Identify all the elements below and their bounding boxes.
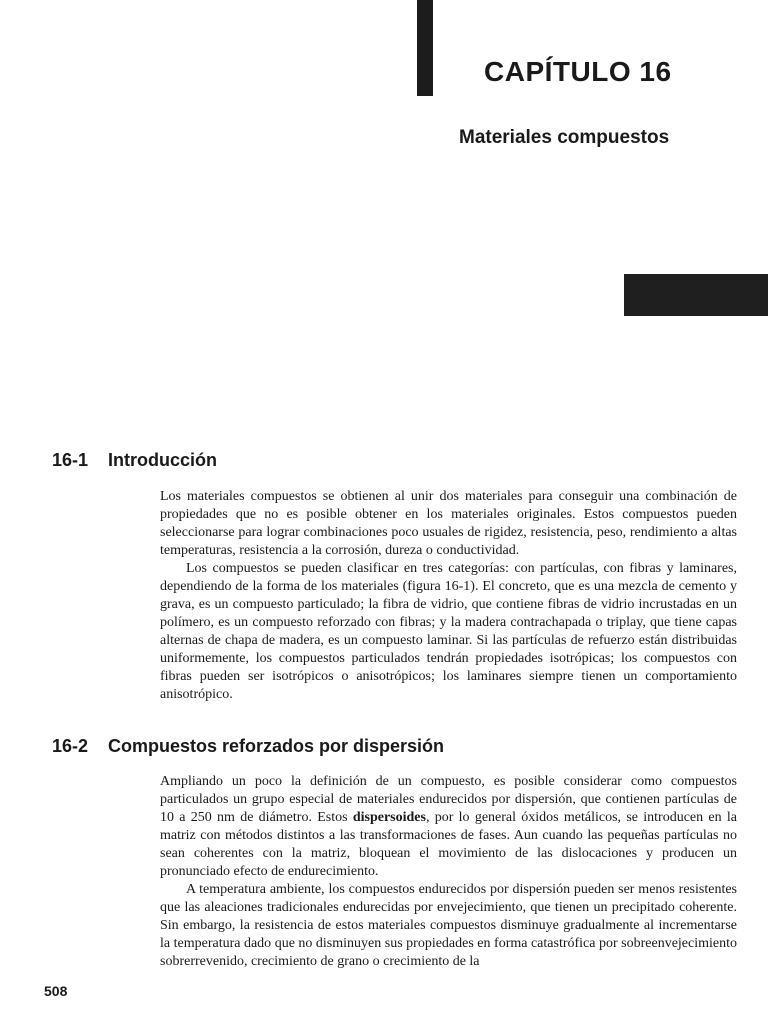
page-number: 508 bbox=[44, 983, 68, 999]
section-heading-16-1 bbox=[52, 450, 217, 471]
chapter-subtitle: Materiales compuestos bbox=[459, 127, 670, 148]
section-body-16-1 bbox=[160, 488, 737, 704]
section-title: Compuestos reforzados por dispersión bbox=[108, 736, 445, 756]
section-title: Introducción bbox=[108, 450, 217, 470]
chapter-title: CAPÍTULO 16 bbox=[484, 56, 672, 87]
chapter-marker-bar bbox=[417, 0, 433, 96]
chapter-thumb-tab bbox=[624, 274, 768, 316]
paragraph bbox=[160, 773, 737, 881]
term-dispersoides: dispersoides bbox=[352, 810, 426, 825]
paragraph: Los compuestos se pueden clasificar en tres categorías: con partículas, con fibras y laminares, dependiendo de la forma de los materiales (figura 16-1). El concreto, que es una mezcla de cemento y grava, es un compuesto particulado; la fibra de vidrio, que contiene fibras de vidrio incrustadas en un polímero, es un compuesto reforzado con fibras; y la madera contrachapada o triplay, que tiene capas alternas de chapa de madera, es un compuesto laminar. Si las partículas de refuerzo están distribuidas uniformemente, los compuestos particulados tendrán propiedades isotrópicas; los compuestos con fibras pueden ser isotrópicos o anisotrópicos; los laminares siempre tienen un comportamiento anisotrópico. bbox=[160, 561, 737, 702]
paragraph: Los materiales compuestos se obtienen al unir dos materiales para conseguir una combinación de propiedades que no es posible obtener en los materiales originales. Estos compuestos pueden seleccionarse para lograr combinaciones poco usuales de rigidez, resistencia, peso, rendimiento a altas temperaturas, resistencia a la corrosión, dureza o conductividad. bbox=[160, 489, 737, 558]
section-heading-16-2 bbox=[52, 736, 444, 757]
paragraph-text: Ampliando un poco la definición de un compuesto, es posible considerar como compuestos particulados un grupo especial de materiales endurecidos por dispersión, que contienen partículas de 10 a 250 nm de diámetro. Estos bbox=[160, 774, 737, 825]
section-number: 16-1 bbox=[52, 450, 89, 470]
section-number: 16-2 bbox=[52, 736, 89, 756]
section-body-16-2 bbox=[160, 773, 737, 971]
paragraph: A temperatura ambiente, los compuestos endurecidos por dispersión pueden ser menos resistentes que las aleaciones tradicionales endurecidas por envejecimiento, que tienen un precipitado coherente. Sin embargo, la resistencia de estos materiales compuestos disminuye gradualmente al incrementarse la temperatura dado que no disminuyen sus propiedades en forma catastrófica por sobreenvejecimiento sobrerrevenido, crecimiento de grano o crecimiento de la bbox=[160, 882, 737, 969]
paragraph-text: , por lo general óxidos metálicos, se introducen en la matriz con métodos distintos a las transformaciones de fases. Aun cuando las pequeñas partículas no sean coherentes con la matriz, bloquean el movimiento de las dislocaciones y producen un pronunciado efecto de endurecimiento. bbox=[160, 810, 737, 879]
